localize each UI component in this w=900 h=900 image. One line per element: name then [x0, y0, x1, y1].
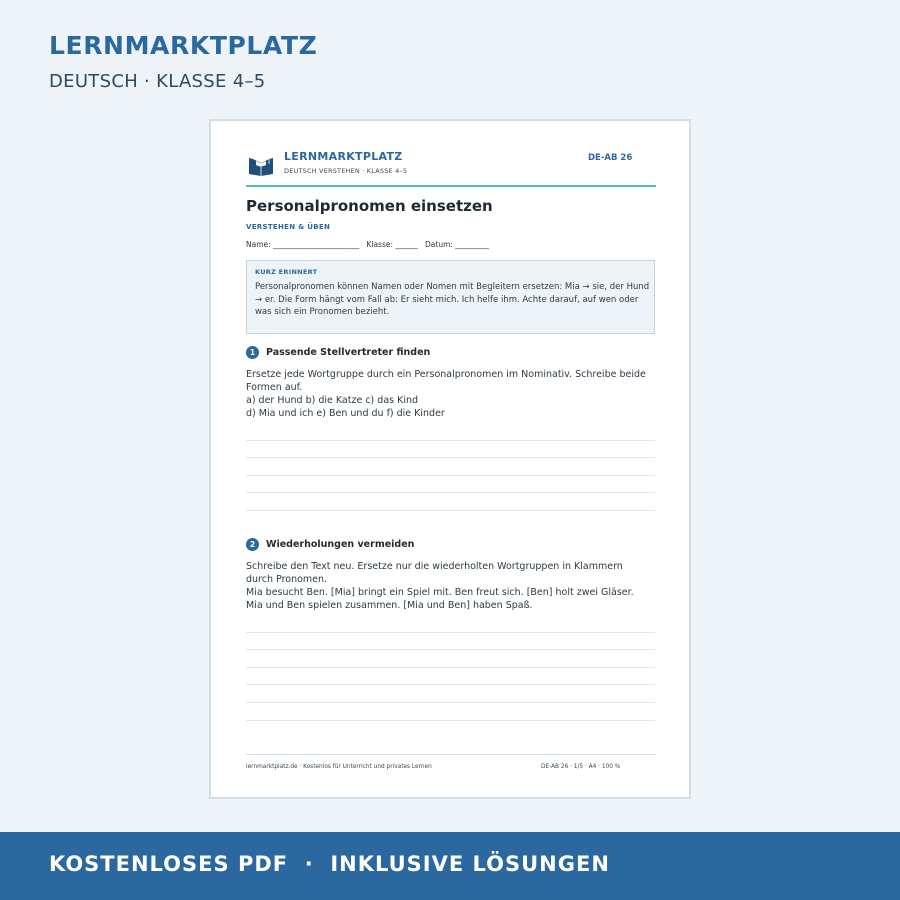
- answer-line: [246, 668, 655, 686]
- banner-text: KOSTENLOSES PDF · INKLUSIVE LÖSUNGEN: [49, 852, 610, 876]
- worksheet-content: [246, 121, 656, 797]
- worksheet-brand-subtitle: DEUTSCH VERSTEHEN · KLASSE 4–5: [284, 167, 408, 175]
- header-divider: [246, 185, 656, 187]
- task-instruction: Ersetze jede Wortgruppe durch ein Personalpronomen im Nominativ. Schreibe beide Formen auf.: [246, 369, 646, 393]
- answer-line: [246, 685, 655, 703]
- answer-line: [246, 493, 655, 511]
- worksheet-tag: VERSTEHEN & ÜBEN: [246, 223, 331, 231]
- reminder-box: [246, 260, 655, 334]
- answer-lines: [246, 423, 655, 511]
- answer-line: [246, 650, 655, 668]
- answer-line: [246, 703, 655, 721]
- footer-source: lernmarktplatz.de · Kostenlos für Unterricht und privates Lernen: [246, 764, 432, 770]
- task-title: Wiederholungen vermeiden: [266, 539, 415, 550]
- brand-subtitle: DEUTSCH · KLASSE 4–5: [49, 71, 266, 92]
- worksheet-header: [246, 149, 656, 189]
- brand-title: LERNMARKTPLATZ: [49, 31, 318, 60]
- name-class-date-fields: Name: _______________________ Klasse: ______ Datum: _________: [246, 240, 490, 249]
- reminder-title: KURZ ERINNERT: [255, 268, 318, 276]
- task-2-body: [246, 560, 651, 612]
- task-line: d) Mia und ich e) Ben und du f) die Kinder: [246, 408, 445, 419]
- task-1-body: [246, 368, 651, 420]
- task-instruction: Schreibe den Text neu. Ersetze nur die wiederholten Wortgruppen in Klammern durch Pronomen.: [246, 561, 623, 585]
- worksheet-footer: [246, 754, 656, 774]
- task-line: Mia besucht Ben. [Mia] bringt ein Spiel mit. Ben freut sich. [Ben] holt zwei Gläser. Mia und Ben spielen zusammen. [Mia und Ben] haben Spaß.: [246, 587, 634, 611]
- answer-line: [246, 423, 655, 441]
- bottom-banner: [0, 832, 900, 900]
- worksheet-title: Personalpronomen einsetzen: [246, 197, 493, 215]
- task-line: a) der Hund b) die Katze c) das Kind: [246, 395, 419, 406]
- worksheet-brand: LERNMARKTPLATZ: [284, 150, 403, 163]
- answer-lines: [246, 615, 655, 721]
- task-title: Passende Stellvertreter finden: [266, 347, 431, 358]
- book-graduation-cap-icon: [248, 152, 274, 176]
- task-number-badge: 1: [246, 346, 259, 359]
- worksheet-code: DE-AB 26: [588, 153, 633, 163]
- task-number-badge: 2: [246, 538, 259, 551]
- answer-line: [246, 615, 655, 633]
- reminder-text: Personalpronomen können Namen oder Nomen mit Begleitern ersetzen: Mia → sie, der Hund → er. Die Form hängt vom Fall ab: Er sieht mich. Ich helfe ihm. Achte darauf, auf wen oder was sich ein Pronomen bezieht.: [255, 282, 650, 317]
- answer-line: [246, 458, 655, 476]
- answer-line: [246, 633, 655, 651]
- answer-line: [246, 441, 655, 459]
- footer-page-info: DE-AB 26 · 1/5 · A4 · 100 %: [541, 764, 621, 770]
- page-header: [49, 30, 317, 94]
- worksheet-preview: [209, 119, 691, 799]
- answer-line: [246, 476, 655, 494]
